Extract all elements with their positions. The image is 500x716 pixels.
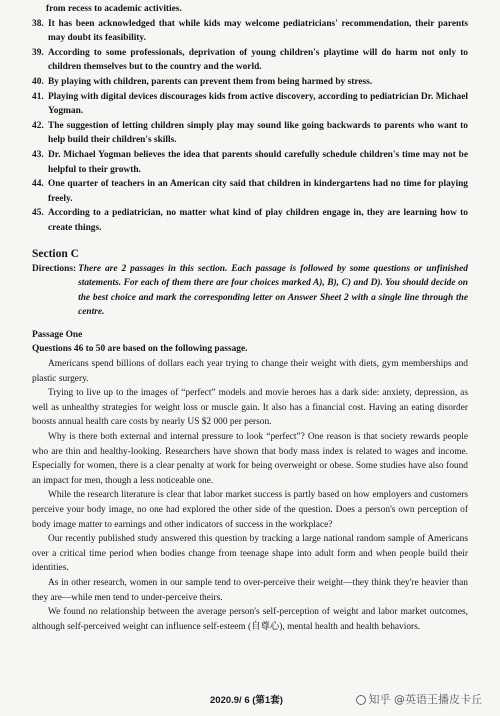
passage-body bbox=[32, 357, 468, 634]
directions-label: Directions: bbox=[32, 263, 77, 274]
paragraph: As in other research, women in our sample tend to over-perceive their weight—they think they're heavier than they are—while men tend to under-perceive theirs. bbox=[32, 577, 468, 603]
statement-text: Dr. Michael Yogman believes the idea that parents should carefully schedule children's time may not be helpful to their growth. bbox=[48, 149, 468, 175]
statement-number: 39. bbox=[32, 47, 44, 58]
statement-text: One quarter of teachers in an American city said that children in kindergartens had no time for playing freely. bbox=[48, 179, 468, 204]
statement-number: 42. bbox=[32, 120, 44, 131]
statement-item bbox=[32, 148, 468, 177]
questions-range: Questions 46 to 50 are based on the following passage. bbox=[32, 344, 248, 355]
watermark-text: 知乎 @英语王播皮卡丘 bbox=[368, 693, 482, 706]
continued-line: from recess to academic activities. bbox=[46, 4, 182, 14]
statement-number: 38. bbox=[32, 18, 44, 29]
statement-item bbox=[32, 46, 468, 75]
paragraph: Our recently published study answered this question by tracking a large national random sample of Americans over a critical time period when bodies change from teenage shape into adult form and when people build their identities. bbox=[32, 534, 468, 574]
statement-list bbox=[32, 17, 468, 236]
page-footer bbox=[0, 694, 500, 712]
statement-item bbox=[32, 75, 468, 90]
passage-title: Passage One bbox=[32, 329, 83, 340]
statement-text: According to some professionals, deprivation of young children's playtime will do harm not only to children themselves but to the country and the world. bbox=[48, 47, 468, 73]
statement-text: The suggestion of letting children simply play may sound like going backwards to parents who want to help build their children's skills. bbox=[48, 120, 468, 146]
paragraph: Why is there both external and internal pressure to look “perfect”? One reason is that society rewards people who are thin and healthy-looking. Researchers have shown that body mass index is related to wages and income. Especially for women, there is a clear penalty at work for being overweight or obese. Some studies have also found an impact for men, though a less noticeable one. bbox=[32, 432, 468, 486]
statement-item bbox=[32, 206, 468, 235]
statement-item bbox=[32, 119, 468, 148]
paragraph: Trying to live up to the images of “perfect” models and movie heroes has a dark side: anxiety, depression, as well as unhealthy strategies for weight loss or muscle gain. It also has a financial cost. Having an eating disorder boosts annual health care costs by nearly US $2 000 per person. bbox=[32, 388, 468, 428]
page-number: 2020.9/ 6 (第1套) bbox=[210, 695, 283, 706]
at-icon bbox=[356, 695, 366, 705]
directions bbox=[32, 262, 468, 320]
statement-item bbox=[32, 17, 468, 46]
directions-text: There are 2 passages in this section. Each passage is followed by some questions or unfinished statements. For each of them there are four choices marked A), B), C) and D). You should decide on the best choice and mark the corresponding letter on Answer Sheet 2 with a single line through the centre. bbox=[78, 263, 468, 318]
statement-number: 44. bbox=[32, 179, 44, 190]
watermark bbox=[356, 693, 483, 708]
statement-text: Playing with digital devices discourages kids from active discovery, according to pediatrician Dr. Michael Yogman. bbox=[48, 91, 468, 117]
statement-number: 43. bbox=[32, 149, 44, 160]
statement-number: 41. bbox=[32, 91, 44, 102]
statement-number: 40. bbox=[32, 76, 44, 87]
paragraph: We found no relationship between the average person's self-perception of weight and labor market outcomes, although self-perceived weight can influence self-esteem (自尊心), mental health and health behaviors. bbox=[32, 607, 468, 632]
statement-text: By playing with children, parents can prevent them from being harmed by stress. bbox=[48, 76, 373, 87]
statement-item bbox=[32, 177, 468, 206]
paragraph: While the research literature is clear that labor market success is partly based on how employers and customers perceive your body image, no one had explored the other side of the question. Does a person's own perception of body image matter to earnings and other indicators of success in the workplace? bbox=[32, 490, 468, 530]
statement-item bbox=[32, 90, 468, 119]
document-page bbox=[0, 2, 500, 716]
paragraph: Americans spend billions of dollars each year trying to change their weight with diets, gym memberships and plastic surgery. bbox=[32, 359, 468, 384]
statement-text: According to a pediatrician, no matter what kind of play children engage in, they are learning how to create things. bbox=[48, 208, 468, 233]
section-title: Section C bbox=[32, 247, 79, 260]
statement-text: It has been acknowledged that while kids may welcome pediatricians' recommendation, their parents may doubt its feasibility. bbox=[48, 18, 468, 44]
statement-number: 45. bbox=[32, 208, 44, 219]
